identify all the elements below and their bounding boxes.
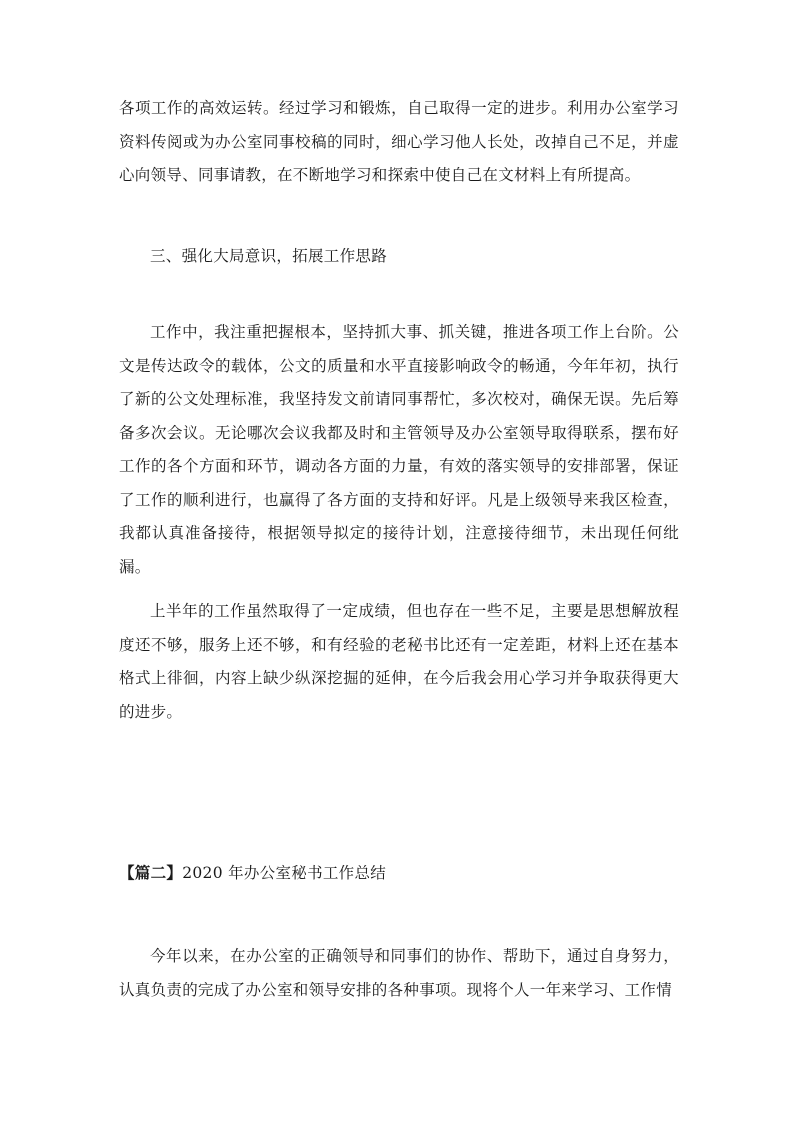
article-title [119,856,386,891]
article-label: 【篇二】 [119,863,183,882]
paragraph-intro: 今年以来，在办公室的正确领导和同事们的协作、帮助下，通过自身努力，认真负责的完成了办公室和领导安排的各种事项。现将个人一年来学习、工作情 [119,947,679,999]
article-title-text: 2020 年办公室秘书工作总结 [182,864,387,882]
paragraph-continuation: 各项工作的高效运转。经过学习和锻炼，自己取得一定的进步。利用办公室学习资料传阅或为办公室同事校稿的同时，细心学习他人长处，改掉自己不足，并虚心向领导、同事请教，在不断地学习和探索中使自己在文材料上有所提高。 [119,99,679,184]
paragraph-work-summary: 工作中，我注重把握根本，坚持抓大事、抓关键，推进各项工作上台阶。公文是传达政令的载体，公文的质量和水平直接影响政令的畅通，今年年初，执行了新的公文处理标准，我坚持发文前请同事帮忙，多次校对，确保无误。先后筹备多次会议。无论哪次会议我都及时和主管领导及办公室领导取得联系，摆布好工作的各个方面和环节，调动各方面的力量，有效的落实领导的安排部署，保证了工作的顺利进行，也赢得了各方面的支持和好评。凡是上级领导来我区检查，我都认真准备接待，根据领导拟定的接待计划，注意接待细节，未出现任何纰漏。 [119,323,679,576]
paragraph-shortcomings: 上半年的工作虽然取得了一定成绩，但也存在一些不足，主要是思想解放程度还不够，服务上还不够，和有经验的老秘书比还有一定差距，材料上还在基本格式上徘徊，内容上缺少纵深挖掘的延伸，在今后我会用心学习并争取获得更大的进步。 [119,602,679,721]
section-heading-3: 三、强化大局意识，拓展工作思路 [150,247,388,265]
